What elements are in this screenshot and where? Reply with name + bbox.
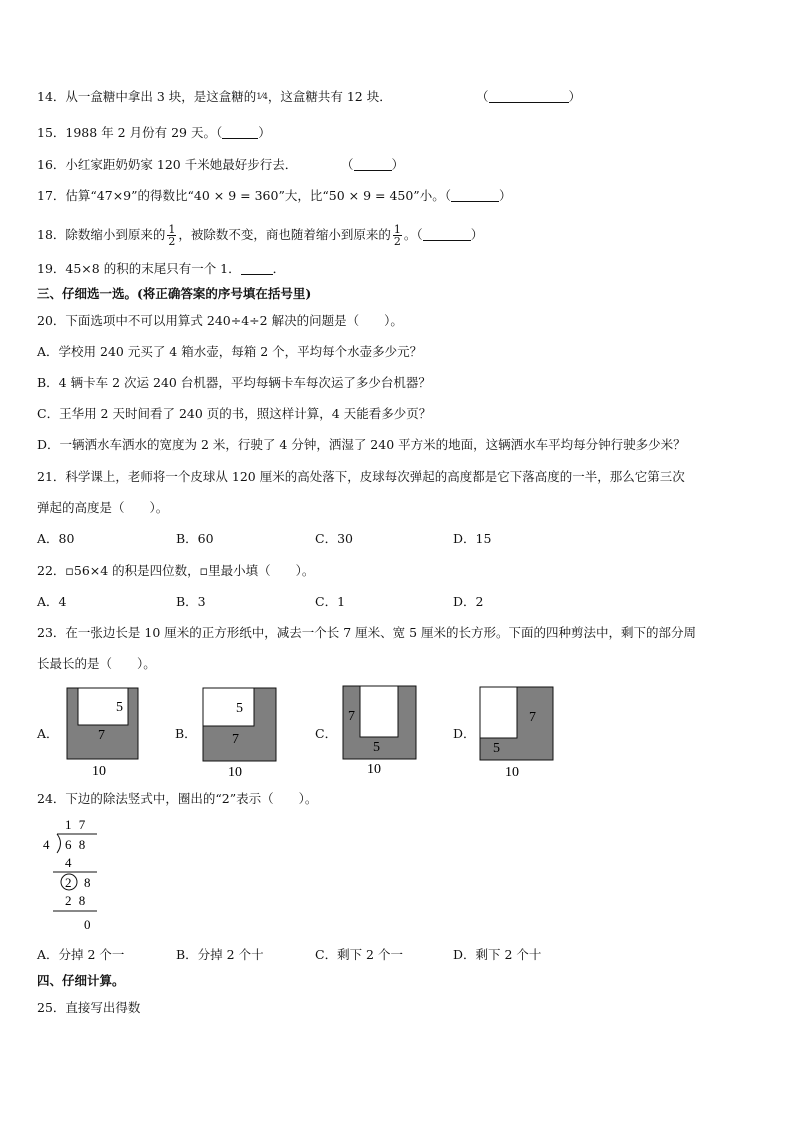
q23-figure-b	[202, 687, 278, 779]
q24-option-a: A．分掉 2 个一	[37, 947, 125, 962]
q14-answer-paren[interactable]: （ ）	[476, 89, 582, 104]
q23-figure-b-letter: B．	[175, 726, 197, 741]
q23-figure-a	[66, 687, 140, 779]
q23-b-label-7: 7	[232, 732, 239, 747]
q23-figure-d	[479, 686, 555, 780]
q16-blank[interactable]	[354, 158, 392, 171]
q21-option-a: A．80	[37, 531, 75, 546]
question-20: 20．下面选项中不可以用算式 240÷4÷2 解决的问题是（ ）。	[37, 313, 403, 328]
q23-figure-c-letter: C．	[315, 726, 338, 741]
q23-d-label-7: 7	[529, 710, 536, 725]
q24-long-division	[37, 815, 117, 935]
question-25: 25．直接写出得数	[37, 1000, 141, 1015]
q24-option-b: B．分掉 2 个十	[176, 947, 264, 962]
q23-c-label-7: 7	[348, 709, 355, 724]
q22-option-c: C．1	[315, 594, 346, 609]
q23-a-label-5: 5	[116, 700, 123, 715]
q23-figure-d-letter: D．	[453, 726, 476, 741]
section-3-heading: 三、仔细选一选。(将正确答案的序号填在括号里)	[37, 286, 312, 301]
q18-fraction-2: $\frac{1}{2}$	[393, 223, 401, 248]
q20-option-b: B．4 辆卡车 2 次运 240 台机器，平均每辆卡车每次运了多少台机器？	[37, 375, 431, 390]
q20-option-c: C．王华用 2 天时间看了 240 页的书，照这样计算，4 天能看多少页？	[37, 406, 432, 421]
q23-d-label-5: 5	[493, 741, 500, 756]
q23-c-label-10: 10	[367, 762, 381, 777]
division-step3: 2 8	[65, 893, 88, 908]
q21-option-b: B．60	[176, 531, 214, 546]
q18-fraction-1: $\frac{1}{2}$	[168, 223, 176, 248]
question-14	[37, 89, 392, 105]
q14-text-b: ，这盒糖共有 12 块．	[267, 89, 392, 104]
q16-answer-paren[interactable]: （ ）	[341, 157, 405, 172]
q17-blank[interactable]	[451, 189, 499, 202]
question-17: 17．估算“47×9”的得数比“40 × 9 = 360”大，比“50 × 9 = 450”小。（ ）	[37, 188, 512, 203]
division-dividend: 6 8	[65, 837, 88, 852]
division-quotient: 1 7	[65, 817, 88, 832]
q19-blank[interactable]	[241, 262, 273, 275]
section-4-heading: 四、仔细计算。	[37, 973, 125, 988]
q21-option-c: C．30	[315, 531, 353, 546]
question-24: 24．下边的除法竖式中，圈出的“2”表示（ ）。	[37, 791, 318, 806]
q24-option-d: D．剩下 2 个十	[453, 947, 542, 962]
q15-blank[interactable]	[222, 126, 258, 139]
q23-b-label-10: 10	[228, 765, 242, 779]
q23-figure-a-letter: A．	[37, 726, 59, 741]
q14-blank[interactable]	[489, 90, 569, 103]
q23-b-label-5: 5	[236, 701, 243, 716]
division-remainder: 0	[84, 917, 91, 932]
question-19: 19．45×8 的积的末尾只有一个 1． ．	[37, 261, 286, 276]
question-21-line2: 弹起的高度是（ ）。	[37, 500, 169, 515]
q23-a-label-10: 10	[92, 764, 106, 779]
q23-a-label-7: 7	[98, 728, 105, 743]
q21-option-d: D．15	[453, 531, 492, 546]
q14-fraction: 1⁄4	[256, 92, 268, 101]
division-step2-circled: 2	[65, 875, 72, 890]
question-16: 16．小红家距奶奶家 120 千米她最好步行去．	[37, 157, 298, 172]
question-21: 21．科学课上，老师将一个皮球从 120 厘米的高处落下，皮球每次弹起的高度都是它下落高度的一半，那么它第三次	[37, 469, 685, 484]
q23-figure-c	[342, 685, 418, 777]
q20-option-d: D．一辆洒水车洒水的宽度为 2 米，行驶了 4 分钟，洒湿了 240 平方米的地面，这辆洒水车平均每分钟行驶多少米？	[37, 437, 686, 452]
q14-text: 14．从一盒糖中拿出 3 块，是这盒糖的	[37, 89, 257, 104]
q23-c-label-5: 5	[373, 740, 380, 755]
question-15: 15．1988 年 2 月份有 29 天。（ ）	[37, 125, 271, 140]
q18-blank[interactable]	[423, 228, 471, 241]
q22-option-b: B．3	[176, 594, 206, 609]
q23-d-label-10: 10	[505, 765, 519, 780]
division-step1: 4	[65, 855, 72, 870]
q20-option-a: A．学校用 240 元买了 4 箱水壶，每箱 2 个，平均每个水壶多少元？	[37, 344, 423, 359]
question-23-line2: 长最长的是（ ）。	[37, 656, 156, 671]
division-step2-b: 8	[84, 875, 91, 890]
question-18: 18．除数缩小到原来的 $\frac{1}{2}$ ，被除数不变，商也随着缩小到原来的 $\frac{1}{2}$ 。（ ）	[37, 223, 484, 248]
q24-option-c: C．剩下 2 个一	[315, 947, 403, 962]
question-23: 23．在一张边长是 10 厘米的正方形纸中，减去一个长 7 厘米、宽 5 厘米的长方形。下面的四种剪法中，剩下的部分周	[37, 625, 697, 640]
q22-option-a: A．4	[37, 594, 67, 609]
question-22: 22．▫56×4 的积是四位数，▫里最小填（ ）。	[37, 563, 315, 578]
q22-option-d: D．2	[453, 594, 484, 609]
division-divisor: 4	[43, 837, 50, 852]
